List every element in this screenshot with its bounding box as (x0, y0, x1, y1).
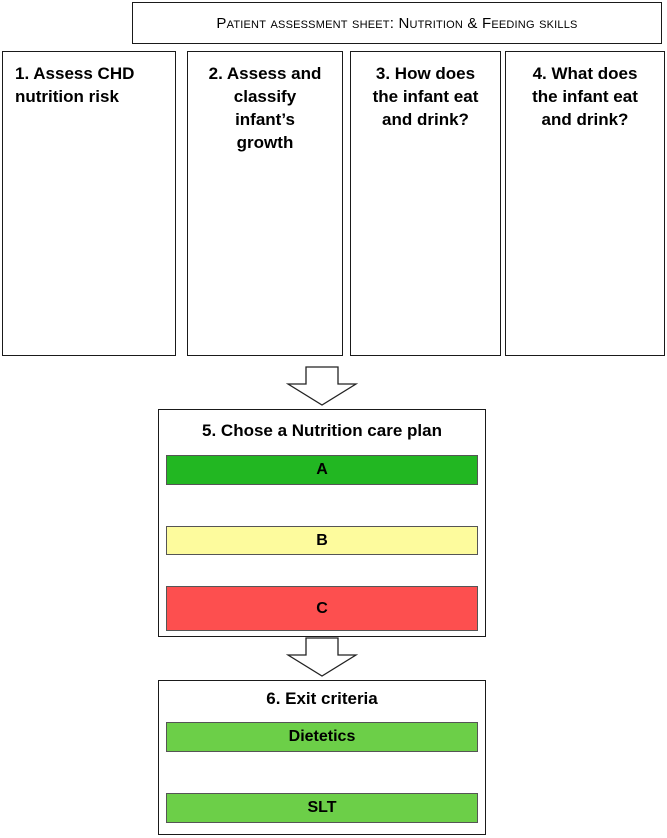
care-plan-option-a-label: A (316, 461, 328, 478)
step-2-box (187, 51, 343, 356)
exit-option-dietetics (166, 722, 478, 752)
care-plan-option-b-label: B (316, 531, 328, 549)
step-3-label: 3. How does the infant eat and drink? (372, 64, 479, 129)
exit-criteria-title: 6. Exit criteria (266, 689, 378, 708)
care-plan-box (158, 409, 486, 637)
care-plan-option-c-label: C (316, 599, 328, 617)
sheet-title: Patient assessment sheet: Nutrition & Feeding skills (216, 14, 578, 32)
step-3-box (350, 51, 501, 356)
step-4-label: 4. What does the infant eat and drink? (532, 64, 638, 129)
sheet-title-box (132, 2, 662, 44)
step-1-label: 1. Assess CHD nutrition risk (15, 64, 135, 106)
exit-option-slt-label: SLT (307, 799, 337, 816)
care-plan-option-c (166, 586, 478, 631)
down-arrow-icon (286, 366, 358, 406)
exit-option-slt (166, 793, 478, 823)
step-2-label: 2. Assess and classify infant’s growth (208, 64, 322, 152)
step-4-box (505, 51, 665, 356)
down-arrow-icon (286, 637, 358, 677)
care-plan-option-b (166, 526, 478, 555)
exit-option-dietetics-label: Dietetics (288, 728, 356, 745)
exit-criteria-box (158, 680, 486, 835)
care-plan-option-a (166, 455, 478, 485)
care-plan-title: 5. Chose a Nutrition care plan (202, 421, 442, 440)
step-1-box (2, 51, 176, 356)
